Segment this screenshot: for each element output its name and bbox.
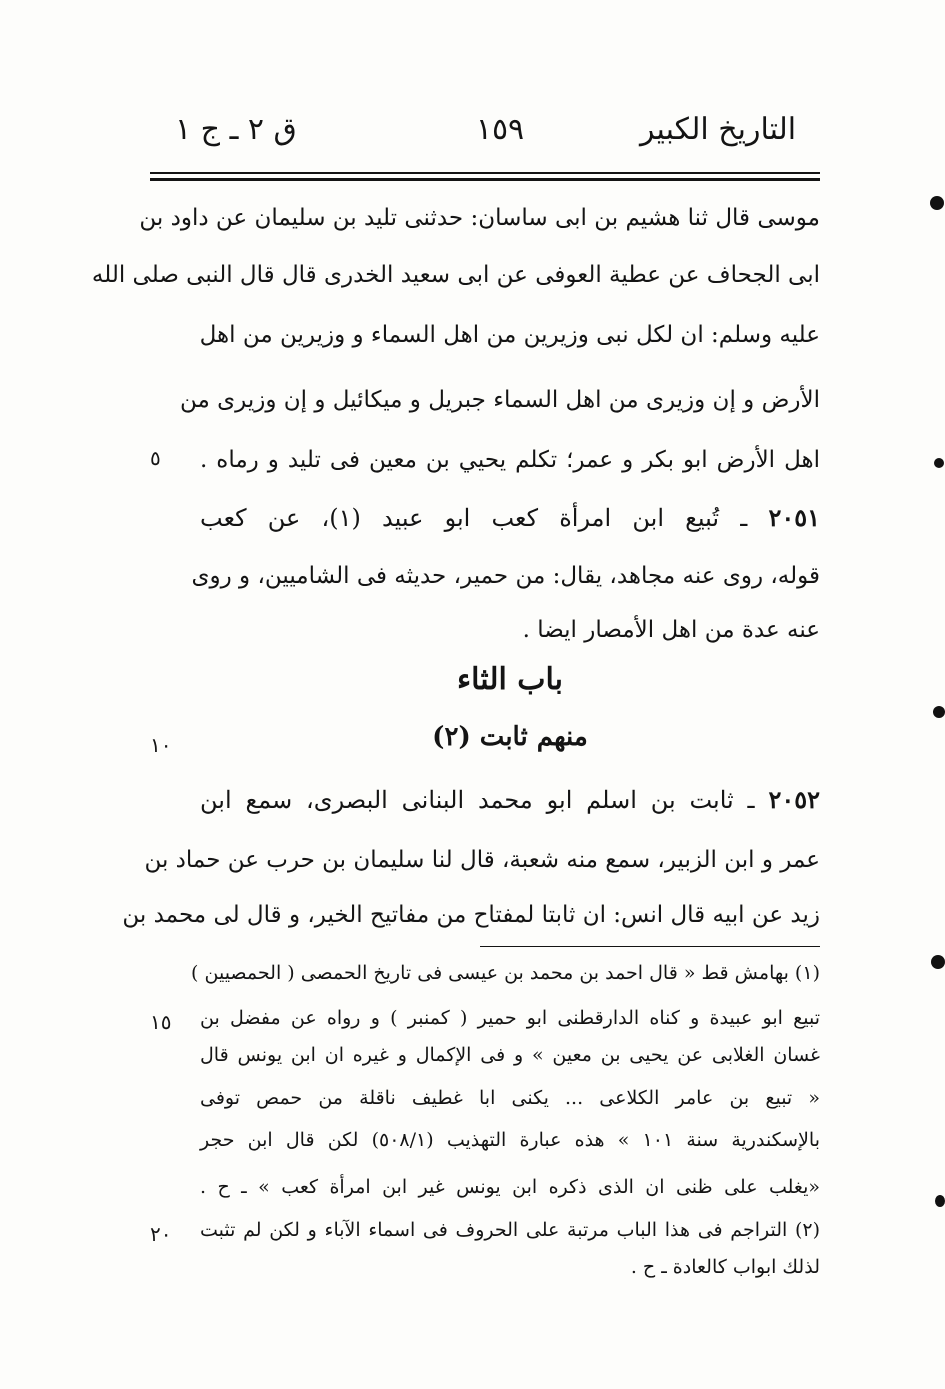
footnote-line-2: تبيع ابو عبيدة و كناه الدارقطنى ابو حمير ( كمنبر ) و رواه عن مفضل بن xyxy=(200,1007,820,1029)
footnote-separator xyxy=(480,946,820,947)
header-rule-thin xyxy=(150,172,820,174)
running-title: التاريخ الكبير xyxy=(640,112,797,147)
margin-line-number-15: ١٥ xyxy=(150,1010,172,1034)
entry-text: ـ ثابت بن اسلم ابو محمد البنانى البصرى، سمع ابن xyxy=(200,786,755,814)
footnote-line-1: (١) بهامش قط « قال احمد بن محمد بن عيسى فى تاريخ الحمصى ( الحمصيين ) xyxy=(191,962,820,984)
margin-line-number-5: ٥ xyxy=(150,446,161,470)
scan-edge-mark xyxy=(935,1195,945,1207)
entry-2052-line-2: عمر و ابن الزبير، سمع منه شعبة، قال لنا سليمان بن حرب عن حماد بن xyxy=(144,847,820,873)
page-number: ١٥٩ xyxy=(475,112,525,147)
body-line-5: اهل الأرض ابو بكر و عمر؛ تكلم يحيي بن معين فى تليد و رماه . xyxy=(200,447,820,473)
body-line-3: عليه وسلم: ان لكل نبى وزيرين من اهل السماء و وزيرين من اهل xyxy=(199,322,820,348)
body-line-1: موسى قال ثنا هشيم بن ابى ساسان: حدثنى تليد بن سليمان عن داود بن xyxy=(139,205,820,231)
entry-2051-line-3: عنه عدة من اهل الأمصار ايضا . xyxy=(522,617,820,643)
header-rule-thick xyxy=(150,178,820,181)
entry-number: ٢٠٥١ xyxy=(768,503,821,532)
scan-edge-mark xyxy=(933,706,945,718)
margin-line-number-10: ١٠ xyxy=(150,733,172,757)
entry-2052-line-3: زيد عن ابيه قال انس: ان ثابتا لمفتاح من مفاتيح الخير، و قال لى محمد بن xyxy=(122,902,820,928)
entry-2052-line-1 xyxy=(200,780,820,820)
body-line-2: ابى الجحاف عن عطية العوفى عن ابى سعيد الخدرى قال قال النبى صلى الله xyxy=(91,262,820,288)
volume-marker: ق ٢ ـ ج ١ xyxy=(175,112,297,147)
body-line-4: الأرض و إن وزيرى من اهل السماء جبريل و ميكائيل و إن وزيرى من xyxy=(180,387,820,413)
chapter-heading: باب الثاء xyxy=(457,662,563,697)
scan-edge-mark xyxy=(931,955,945,969)
entry-number: ٢٠٥٢ xyxy=(768,785,820,814)
footnote-line-6: «يغلب على ظنى ان الذى ذكره ابن يونس غير ابن امرأة كعب » ـ ح . xyxy=(200,1176,820,1198)
entry-2051-line-2: قوله، روى عنه مجاهد، يقال: من حمير، حديثه فى الشاميين، و روى xyxy=(191,563,820,589)
scan-edge-mark xyxy=(930,196,944,210)
sub-heading: منهم ثابت (٢) xyxy=(432,722,588,752)
footnote-line-5: بالإسكندرية سنة ١٠١ » هذه عبارة التهذيب (٥٠٨/١) لكن قال ابن حجر xyxy=(200,1129,821,1151)
margin-line-number-20: ٢٠ xyxy=(150,1222,172,1246)
footnote-line-8: لذلك ابواب كالعادة ـ ح . xyxy=(630,1256,820,1278)
entry-2051-line-1 xyxy=(200,498,820,538)
entry-text: ـ تُبيع ابن امرأة كعب ابو عبيد (١)، عن كعب xyxy=(200,504,748,532)
scan-edge-mark xyxy=(934,458,944,468)
footnote-line-7: (٢) التراجم فى هذا الباب مرتبة على الحروف فى اسماء الآباء و لكن لم تثبت xyxy=(200,1219,820,1241)
footnote-line-4: « تبيع بن عامر الكلاعى ... يكنى ابا غطيف ناقلة من حمص توفى xyxy=(200,1087,820,1109)
footnote-line-3: غسان الغلابى عن يحيى بن معين » و فى الإكمال و غيره ان ابن يونس قال xyxy=(200,1044,820,1066)
